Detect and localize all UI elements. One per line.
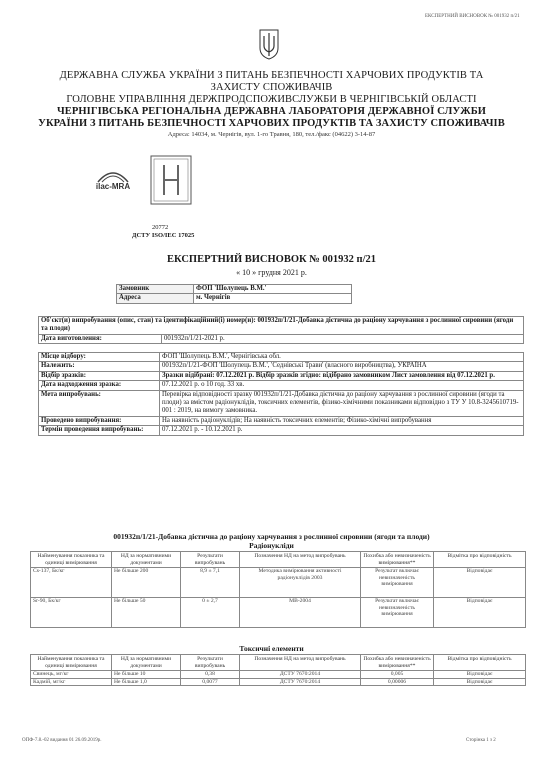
detail-row (39, 416, 524, 425)
radio-section-title: Радіонукліди (249, 541, 294, 550)
accreditation-standard: ДСТУ ISO/IEC 17025 (132, 232, 195, 239)
details-table (38, 352, 524, 436)
header-line-2: ЗАХИСТУ СПОЖИВАЧІВ (210, 82, 333, 93)
detail-row (39, 362, 524, 371)
table-cell: Відповідає (434, 678, 526, 686)
table-cell: 0 ± 2,7 (181, 598, 240, 628)
object-text: Об'єкт(и) випробування (опис, стан) та ідентифікаційний(і) номер(и): 001932п/1/21-Добавка дієтична до раціону харчування з рослинної сировини (ягоди та плоди) (39, 317, 524, 335)
column-header: Відмітка про відповідність (434, 552, 526, 568)
detail-label: Дата надходження зразка: (39, 381, 160, 390)
made-label: Дата виготовлення: (39, 334, 162, 343)
coat-of-arms-icon (258, 28, 280, 60)
customer-value: ФОП 'Шолупець В.М.' (194, 285, 352, 294)
column-header: Найменування показника та одиниці вимірювання (31, 655, 112, 671)
toxic-section-title: Токсичні елементи (239, 644, 304, 653)
header-line-1: ДЕРЖАВНА СЛУЖБА УКРАЇНИ З ПИТАНЬ БЕЗПЕЧНОСТІ ХАРЧОВИХ ПРОДУКТІВ ТА (59, 70, 484, 81)
detail-value: 07.12.2021 р. - 10.12.2021 р. (160, 426, 524, 435)
footer-left: ОПФ-7.8.-02 видання 01 26.09.2019р. (22, 738, 102, 743)
table-cell: Кадмій, мг/кг (31, 678, 112, 686)
table-cell: Cs-137, Бк/кг (31, 568, 112, 598)
column-header: НД за нормативними документами (112, 655, 181, 671)
detail-label: Мета випробувань: (39, 390, 160, 416)
detail-label: Проведено випробування: (39, 416, 160, 425)
radio-header-row (31, 552, 526, 568)
detail-row (39, 381, 524, 390)
object-row (39, 317, 524, 335)
table-cell: Не більше 10 (112, 671, 181, 679)
column-header: НД за нормативними документами (112, 552, 181, 568)
address-value: м. Чернігів (194, 294, 352, 303)
detail-label: Належить: (39, 362, 160, 371)
made-row (39, 334, 524, 343)
ilac-mra-logo (90, 160, 136, 206)
made-value: 001932п/1/21-2021 р. (162, 334, 524, 343)
table-cell: Результат включає невизначеність вимірювання (361, 568, 434, 598)
document-title: ЕКСПЕРТНИЙ ВИСНОВОК № 001932 п/21 (166, 254, 377, 265)
table-cell: МВ-2004 (240, 598, 361, 628)
detail-row (39, 371, 524, 380)
header-address: Адреса: 14034, м. Чернігів, вул. 1-го Травня, 180, тел./факс (04622) 3-14-87 (167, 131, 376, 138)
column-header: Похибка або невизначеність вимірювання** (361, 655, 434, 671)
column-header: Похибка або невизначеність вимірювання** (361, 552, 434, 568)
object-table (38, 316, 524, 344)
ilac-mra-text: ilac-MRA (95, 182, 131, 191)
client-table (116, 284, 352, 304)
detail-label: Місце відбору: (39, 353, 160, 362)
column-header: Результати випробувань (181, 552, 240, 568)
table-cell: Відповідає (434, 568, 526, 598)
address-row (117, 294, 352, 303)
table-row (31, 678, 526, 686)
table-cell: 8,9 ± 7,1 (181, 568, 240, 598)
table-cell: ДСТУ 7670:2014 (240, 671, 361, 679)
detail-value: 001932п/1/21-ФОП 'Шолупець В.М.', 'Седнівські Трави' (власного виробництва), УКРАЇНА (160, 362, 524, 371)
table-cell: Відповідає (434, 598, 526, 628)
table-cell: Не більше 50 (112, 598, 181, 628)
table-row (31, 568, 526, 598)
accreditation-mark-icon (150, 155, 192, 205)
table-cell: Не більше 200 (112, 568, 181, 598)
detail-value: Зразки відібрані: 07.12.2021 р. Відбір зразків згідно: відібрано замовником Лист замовлення від 07.12.2021 р. (160, 371, 524, 380)
detail-row (39, 390, 524, 416)
table-cell: Sr-90, Бк/кг (31, 598, 112, 628)
header-line-3: ГОЛОВНЕ УПРАВЛІННЯ ДЕРЖПРОДСПОЖИВСЛУЖБИ В ЧЕРНІГІВСЬКІЙ ОБЛАСТІ (66, 94, 477, 105)
column-header: Позначення НД на метод випробувань (240, 552, 361, 568)
accreditation-number: 20772 (152, 224, 169, 231)
top-right-reference: ЕКСПЕРТНИЙ ВИСНОВОК № 001932 п/21 (425, 14, 520, 19)
table-cell: Результат включає невизначеність вимірювання (361, 598, 434, 628)
table-row (31, 598, 526, 628)
table-cell: Методика вимірювання активності радіонуклідів 2003 (240, 568, 361, 598)
sample-title: 001932п/1/21-Добавка дієтична до раціону харчування з рослинної сировини (ягоди та плоди) (113, 532, 430, 541)
detail-value: 07.12.2021 р. о 10 год. 33 хв. (160, 381, 524, 390)
column-header: Позначення НД на метод випробувань (240, 655, 361, 671)
table-cell: Свинець, мг/кг (31, 671, 112, 679)
header-line-5: УКРАЇНИ З ПИТАНЬ БЕЗПЕЧНОСТІ ХАРЧОВИХ ПРОДУКТІВ ТА ЗАХИСТУ СПОЖИВАЧІВ (38, 118, 505, 129)
detail-value: Перевірка відповідності зразку 001932п/1/21-Добавка дієтична до раціону харчування з рослинної сировини (ягоди та плоди) за вмістом радіонуклідів, токсичних елементів, фізико-хімічними показниками відповідно з ТУ У 10.8-3245610719-001 : 2019, на вимогу замовника. (160, 390, 524, 416)
detail-value: На наявність радіонуклідів; На наявність токсичних елементів; Фізико-хімічні випробування (160, 416, 524, 425)
detail-value: ФОП 'Шолупець В.М.', Чернігівська обл. (160, 353, 524, 362)
address-label: Адреса (117, 294, 194, 303)
radio-table (30, 551, 526, 628)
toxic-table (30, 654, 526, 686)
document-date: « 10 » грудня 2021 р. (236, 268, 307, 277)
toxic-header-row (31, 655, 526, 671)
table-cell: Відповідає (434, 671, 526, 679)
table-cell: 0,38 (181, 671, 240, 679)
table-row (31, 671, 526, 679)
detail-label: Відбір зразків: (39, 371, 160, 380)
detail-row (39, 353, 524, 362)
footer-right: Сторінка 1 з 2 (466, 738, 496, 743)
column-header: Найменування показника та одиниці вимірювання (31, 552, 112, 568)
table-cell: 0,005 (361, 671, 434, 679)
customer-row (117, 285, 352, 294)
table-cell: 0,00006 (361, 678, 434, 686)
table-cell: ДСТУ 7670:2014 (240, 678, 361, 686)
column-header: Відмітка про відповідність (434, 655, 526, 671)
table-cell: 0,0077 (181, 678, 240, 686)
detail-row (39, 426, 524, 435)
header-line-4: ЧЕРНІГІВСЬКА РЕГІОНАЛЬНА ДЕРЖАВНА ЛАБОРАТОРІЯ ДЕРЖАВНОЇ СЛУЖБИ (56, 106, 487, 117)
column-header: Результати випробувань (181, 655, 240, 671)
detail-label: Термін проведення випробувань: (39, 426, 160, 435)
table-cell: Не більше 1,0 (112, 678, 181, 686)
customer-label: Замовник (117, 285, 194, 294)
